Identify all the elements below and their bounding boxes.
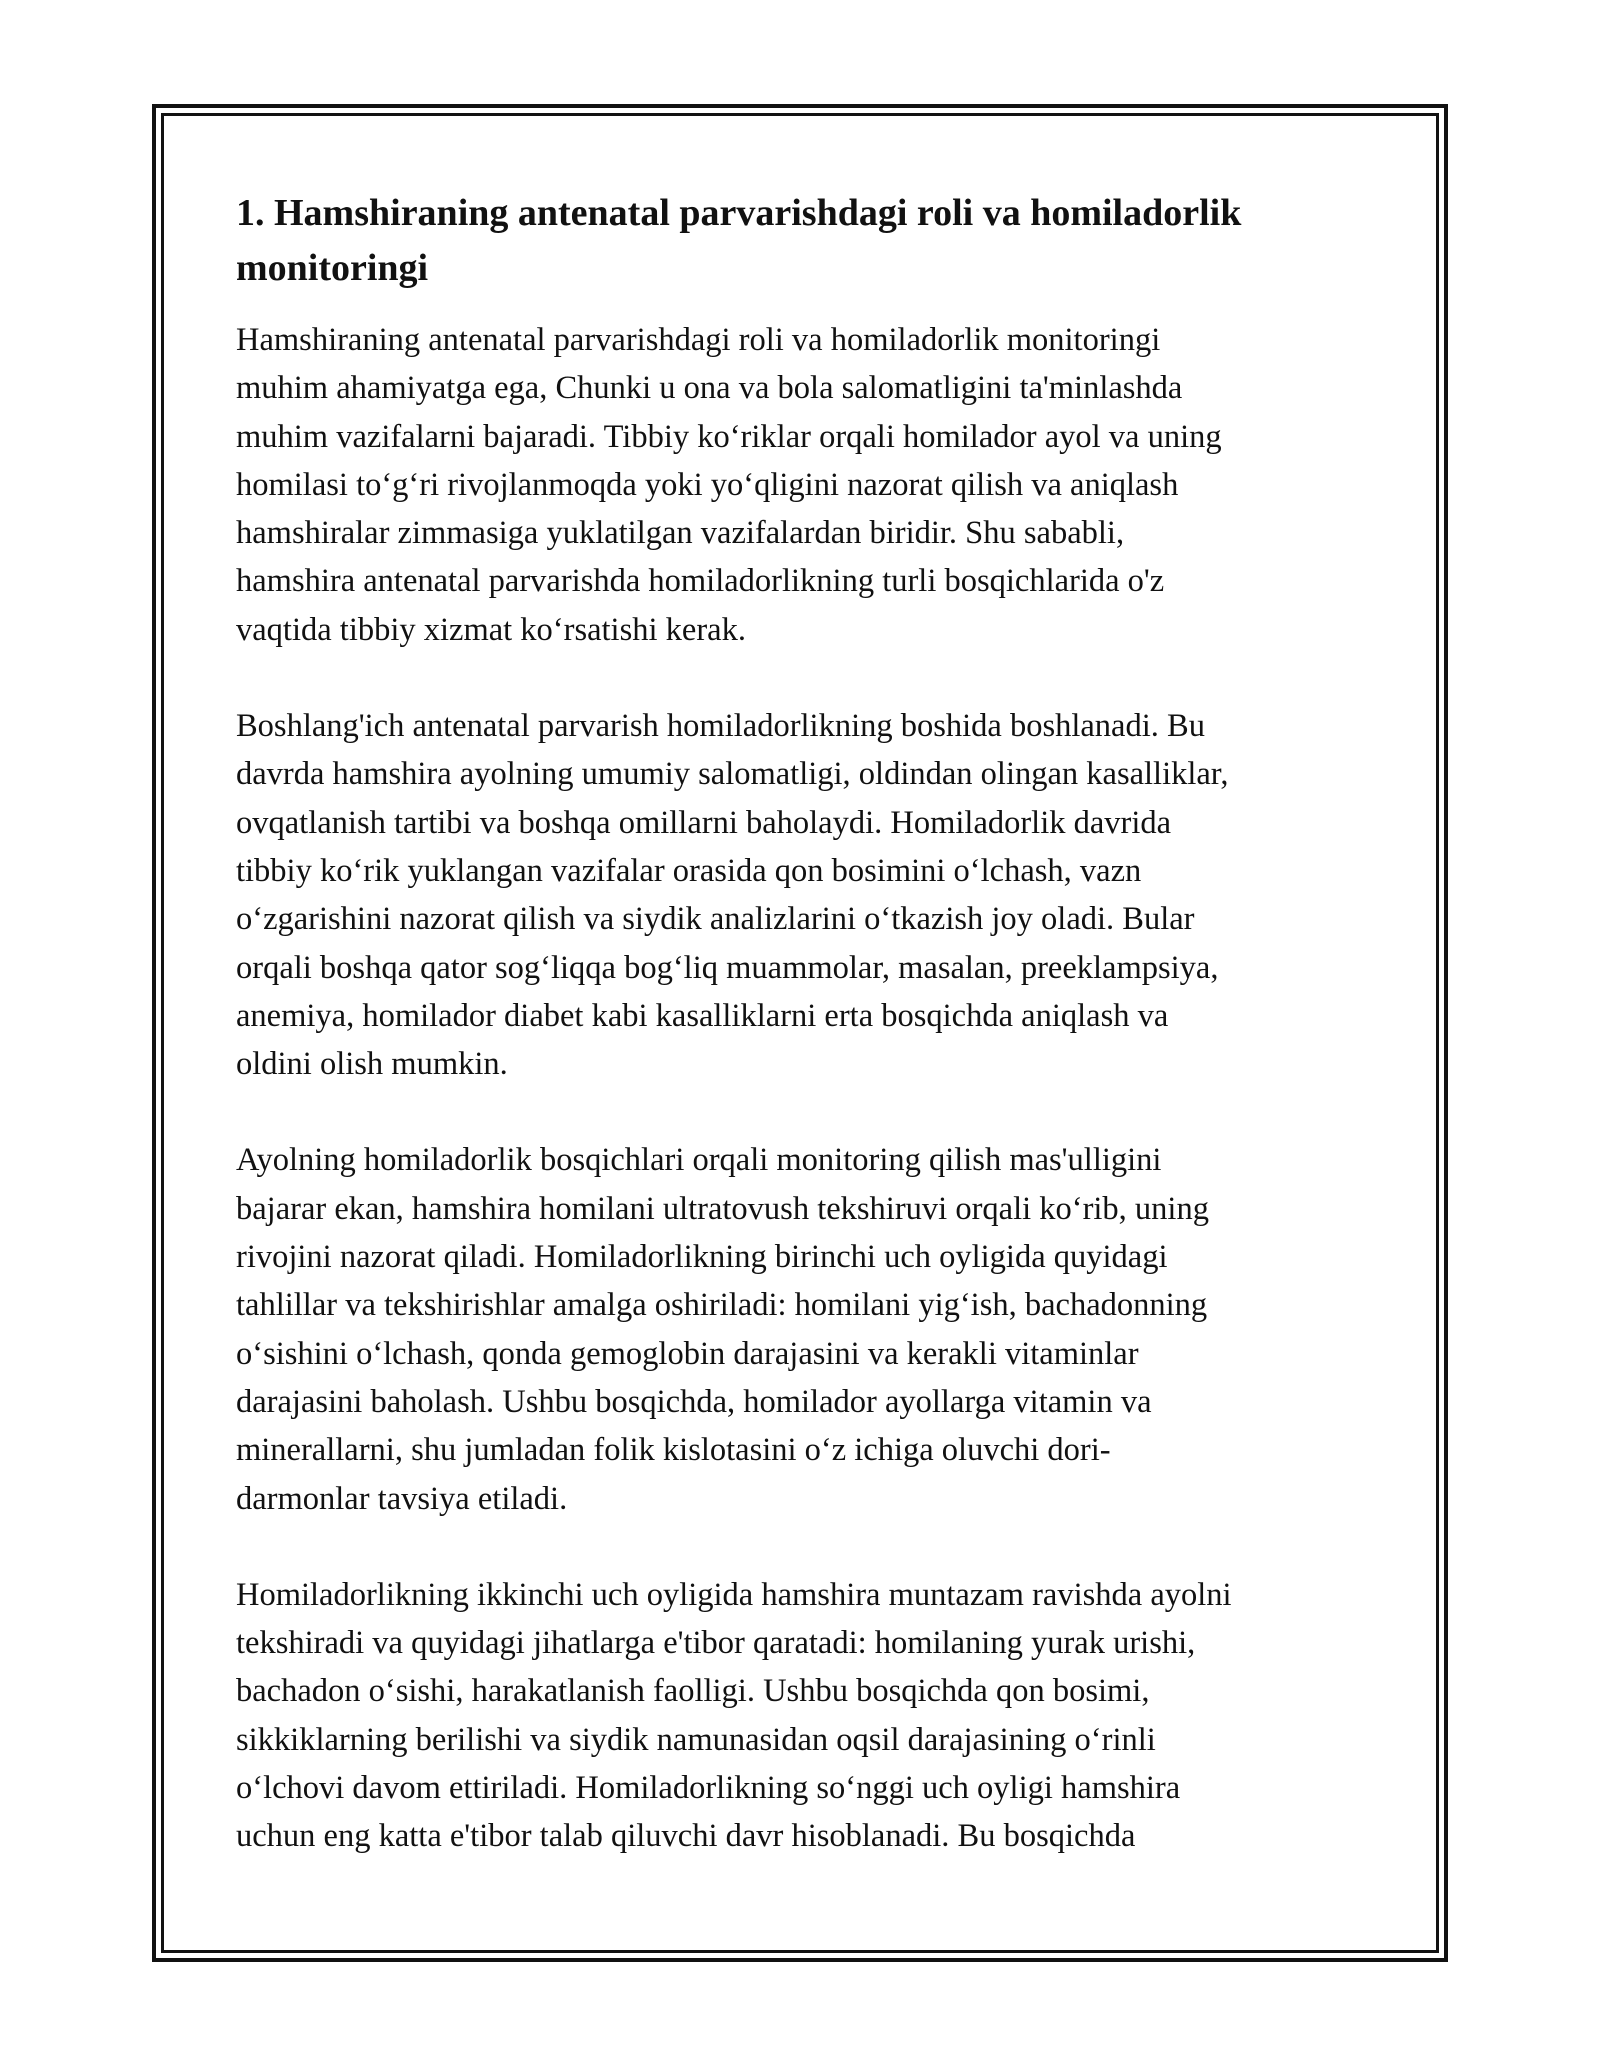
document-body [236, 186, 1376, 1909]
paragraph-2: Boshlang'ich antenatal parvarish homiladorlikning boshida boshlanadi. Bu davrda hamshira ayolning umumiy salomatligi, oldindan olingan kasalliklar, ovqatlanish tartibi va boshqa omillarni baholaydi. Homiladorlik davrida tibbiy koʻrik yuklangan vazifalar orasida qon bosimini oʻlchash, vazn oʻzgarishini nazorat qilish va siydik analizlarini oʻtkazish joy oladi. Bular orqali boshqa qator sogʻliqqa bogʻliq muammolar, masalan, preeklampsiya, anemiya, homilador diabet kabi kasalliklarni erta bosqichda aniqlash va oldini olish mumkin. [236, 708, 1229, 1083]
paragraph-3: Ayolning homiladorlik bosqichlari orqali monitoring qilish mas'ulligini bajarar ekan, hamshira homilani ultratovush tekshiruvi orqali koʻrib, uning rivojini nazorat qiladi. Homiladorlikning birinchi uch oyligida quyidagi tahlillar va tekshirishlar amalga oshiriladi: homilani yigʻish, bachadonning oʻsishini oʻlchash, qonda gemoglobin darajasini va kerakli vitaminlar darajasini baholash. Ushbu bosqichda, homilador ayollarga vitamin va minerallarni, shu jumladan folik kislotasini oʻz ichiga oluvchi dori- darmonlar tavsiya etiladi. [236, 1142, 1209, 1517]
paragraph-1: Hamshiraning antenatal parvarishdagi roli va homiladorlik monitoringi muhim ahamiyatga ega, Chunki u ona va bola salomatligini ta'minlashda muhim vazifalarni bajaradi. Tibbiy koʻriklar orqali homilador ayol va uning homilasi toʻgʻri rivojlanmoqda yoki yoʻqligini nazorat qilish va aniqlash hamshiralar zimmasiga yuklatilgan vazifalardan biridir. Shu sababli, hamshira antenatal parvarishda homiladorlikning turli bosqichlarida o'z vaqtida tibbiy xizmat koʻrsatishi kerak. [236, 322, 1222, 648]
paragraph-4: Homiladorlikning ikkinchi uch oyligida hamshira muntazam ravishda ayolni tekshiradi va quyidagi jihatlarga e'tibor qaratadi: homilaning yurak urishi, bachadon oʻsishi, harakatlanish faolligi. Ushbu bosqichda qon bosimi, sikkiklarning berilishi va siydik namunasidan oqsil darajasining oʻrinli oʻlchovi davom ettiriladi. Homiladorlikning soʻnggi uch oyligi hamshira uchun eng katta e'tibor talab qiluvchi davr hisoblanadi. Bu bosqichda [236, 1576, 1232, 1855]
section-heading: 1. Hamshiraning antenatal parvarishdagi roli va homiladorlik monitoringi [236, 192, 1242, 289]
